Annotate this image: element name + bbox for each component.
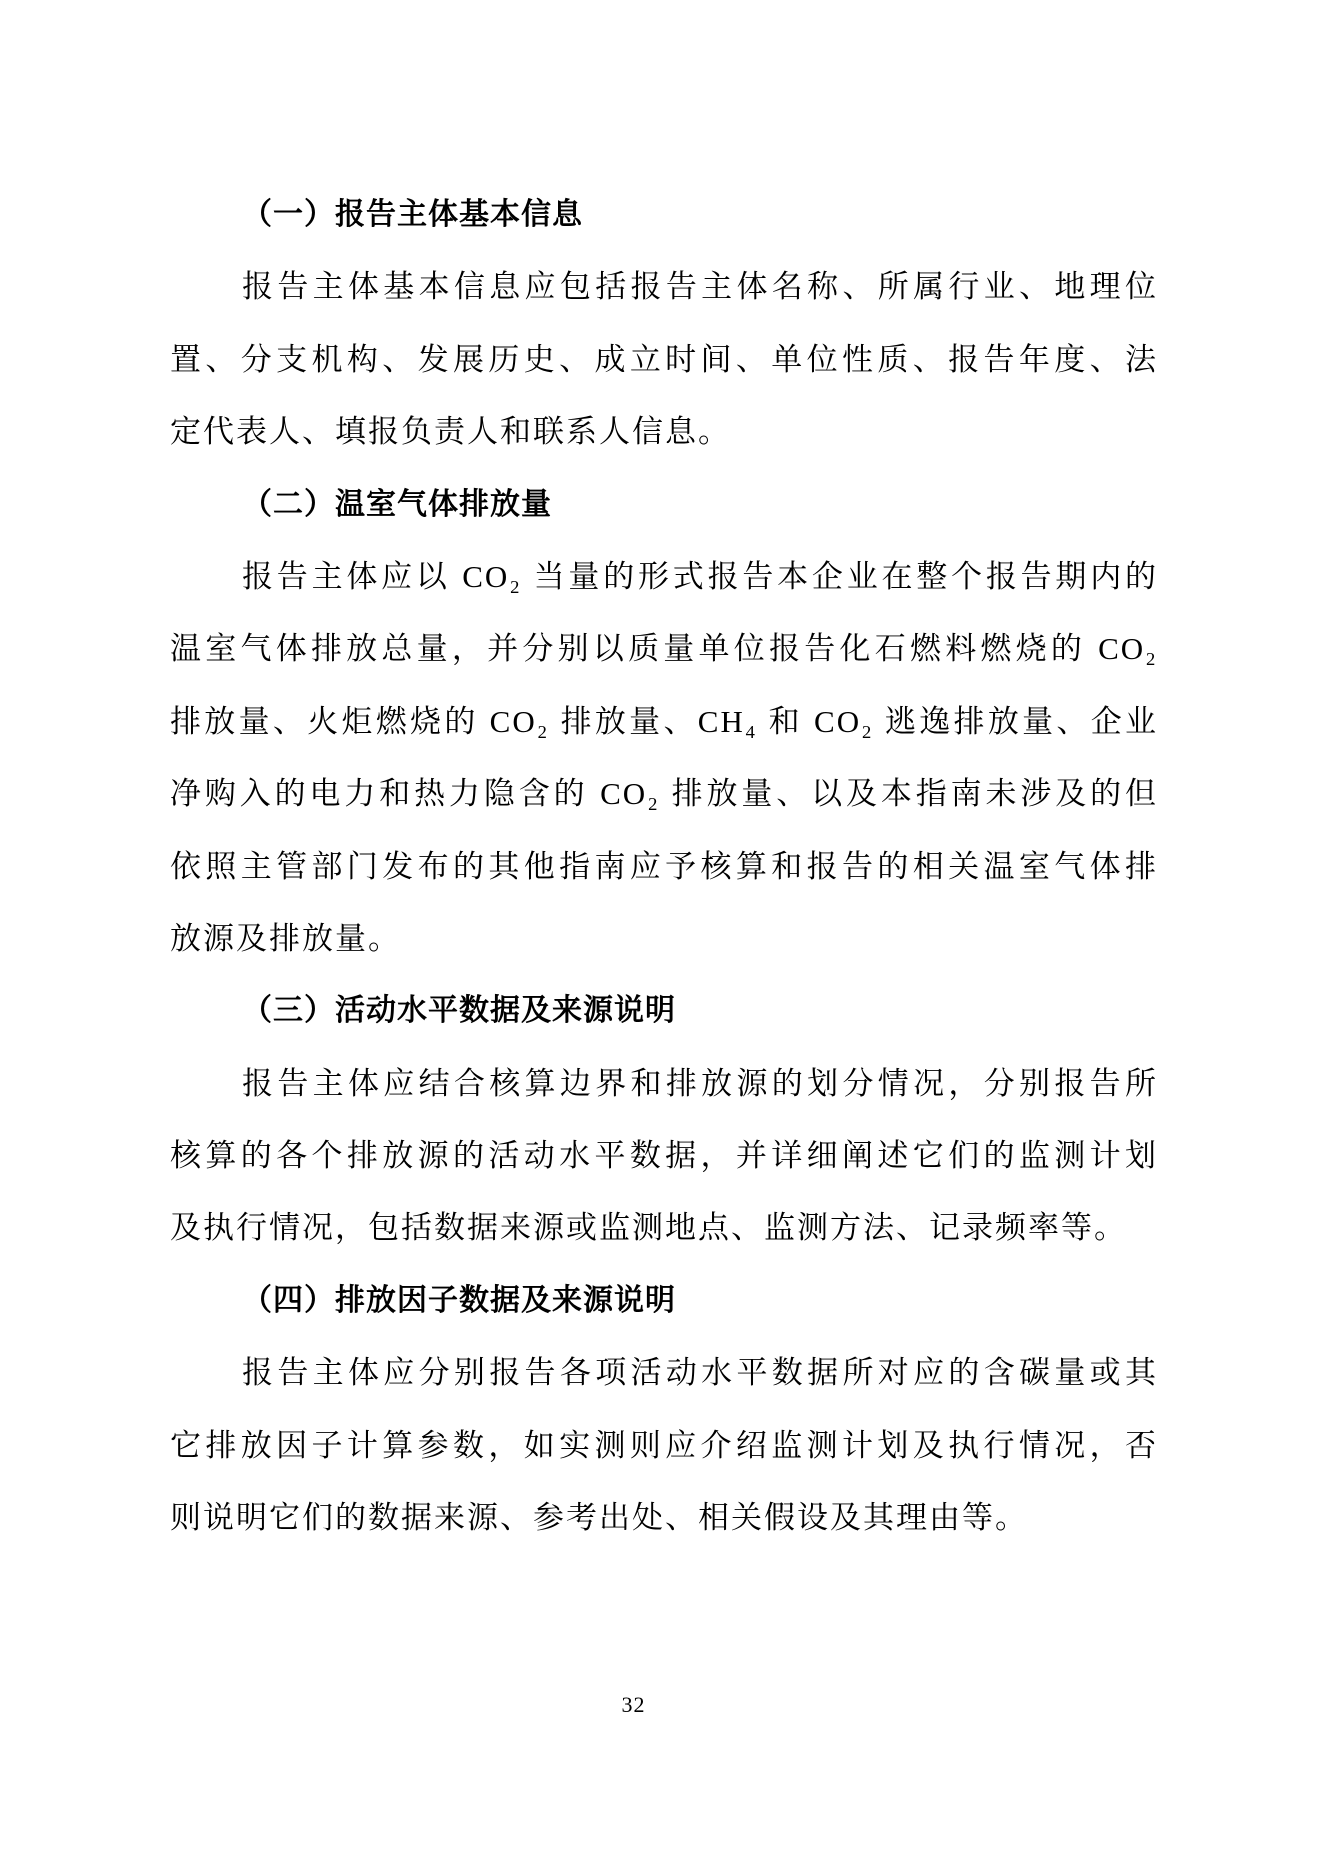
section-heading: （二）温室气体排放量 (242, 487, 552, 521)
paragraph-line: 报告主体应分别报告各项活动水平数据所对应的含碳量或其 (242, 1355, 1158, 1391)
section-heading: （三）活动水平数据及来源说明 (242, 994, 676, 1028)
paragraph-line: 它排放因子计算参数，如实测则应介绍监测计划及执行情况，否 (170, 1427, 1158, 1463)
paragraph-line: 排放量、火炬燃烧的 CO₂ 排放量、CH₄ 和 CO₂ 逃逸排放量、企业 (170, 703, 1158, 739)
paragraph-line: 核算的各个排放源的活动水平数据，并详细阐述它们的监测计划 (170, 1138, 1158, 1174)
page-number: 32 (621, 1692, 646, 1717)
section-heading: （一）报告主体基本信息 (242, 198, 583, 231)
paragraph-line: 报告主体应以 CO₂ 当量的形式报告本企业在整个报告期内的 (242, 558, 1158, 594)
paragraph-line: 温室气体排放总量，并分别以质量单位报告化石燃料燃烧的 CO₂ (170, 631, 1158, 667)
paragraph-line: 报告主体基本信息应包括报告主体名称、所属行业、地理位 (242, 269, 1158, 305)
paragraph-line: 则说明它们的数据来源、参考出处、相关假设及其理由等。 (170, 1500, 1028, 1536)
paragraph-line: 依照主管部门发布的其他指南应予核算和报告的相关温室气体排 (170, 848, 1158, 884)
paragraph-line: 置、分支机构、发展历史、成立时间、单位性质、报告年度、法 (170, 341, 1158, 377)
paragraph-line: 及执行情况，包括数据来源或监测地点、监测方法、记录频率等。 (170, 1210, 1127, 1246)
document-content (170, 179, 1158, 1554)
paragraph-line: 定代表人、填报负责人和联系人信息。 (170, 414, 731, 450)
paragraph-line: 放源及排放量。 (170, 920, 401, 956)
paragraph-line: 报告主体应结合核算边界和排放源的划分情况，分别报告所 (242, 1065, 1158, 1101)
paragraph-line: 净购入的电力和热力隐含的 CO₂ 排放量、以及本指南未涉及的但 (170, 776, 1158, 812)
section-heading: （四）排放因子数据及来源说明 (242, 1283, 676, 1317)
